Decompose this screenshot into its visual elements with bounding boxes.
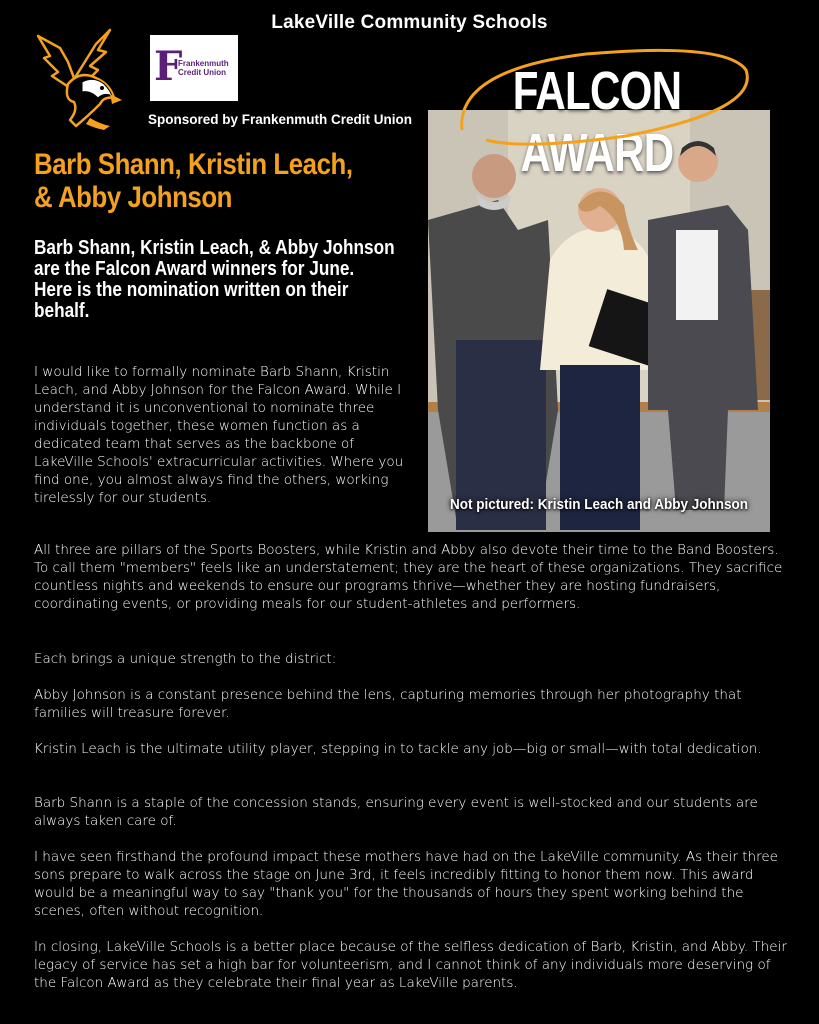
nomination-paragraph-1: I would like to formally nominate Barb Shann, Kristin Leach, and Abby Johnson for the Falcon Award. While I understand it is unconventional to nominate three individuals together, these women function as a dedicated team that serves as the backbone of LakeVille Schools' extracurricular activities. Where you find one, you almost always find the others, working tirelessly for our students. bbox=[34, 364, 404, 506]
nomination-paragraph-2: All three are pillars of the Sports Boosters, while Kristin and Abby also devote their time to the Band Boosters. To call them "members" feels like an understatement; they are the heart of these organizations. They sacrifice countless nights and weekends to ensure our programs thrive—whether they are hosting fundraisers, coordinating events, or providing meals for our student-athletes and performers. bbox=[34, 542, 783, 612]
falcon-award-title: FALCON AWARD bbox=[512, 61, 682, 183]
sponsor-text: Sponsored by Frankenmuth Credit Union bbox=[148, 112, 413, 127]
photo-caption: Not pictured: Kristin Leach and Abby Johnson bbox=[449, 496, 749, 513]
nomination-paragraph-8: In closing, LakeVille Schools is a better place because of the selfless dedication of Barb, Kristin, and Abby. Their legacy of service has set a high bar for volunteerism, and I cannot think of any individuals more deserving of the Falcon Award as they celebrate their final year as LakeVille parents. bbox=[34, 939, 787, 991]
falcon-mascot-logo bbox=[30, 26, 132, 134]
logo-name-line2: Credit Union bbox=[178, 68, 226, 77]
nomination-paragraph-6: Barb Shann is a staple of the concession stands, ensuring every event is well-stocked and our students are always taken care of. bbox=[34, 795, 758, 829]
intro-statement: Barb Shann, Kristin Leach, & Abby Johnson are the Falcon Award winners for June. Here is the nomination written on their behalf. bbox=[34, 237, 395, 322]
logo-name-line1: Frankenmuth bbox=[178, 59, 229, 68]
honorees-line1: Barb Shann, Kristin Leach, bbox=[34, 148, 353, 181]
honorees-line2: & Abby Johnson bbox=[34, 181, 232, 214]
award-title-swoosh-icon bbox=[426, 40, 772, 150]
nomination-paragraph-7: I have seen firsthand the profound impact these mothers have had on the LakeVille community. As their three sons prepare to walk across the stage on June 3rd, it feels incredibly fitting to honor them now. This award would be a meaningful way to say "thank you" for the thousands of hours they spent working behind the scenes, often without recognition. bbox=[34, 849, 778, 919]
page-header-title: LakeVille Community Schools bbox=[271, 12, 548, 33]
fcu-monogram-icon: F bbox=[154, 43, 183, 90]
credit-union-logo bbox=[150, 35, 238, 101]
nomination-paragraph-3: Each brings a unique strength to the district: bbox=[34, 651, 337, 667]
honorees-heading bbox=[34, 148, 361, 214]
nomination-paragraph-4: Abby Johnson is a constant presence behind the lens, capturing memories through her photography that families will treasure forever. bbox=[34, 687, 742, 721]
nomination-paragraph-5: Kristin Leach is the ultimate utility player, stepping in to tackle any job—big or small—with total dedication. bbox=[34, 741, 762, 757]
